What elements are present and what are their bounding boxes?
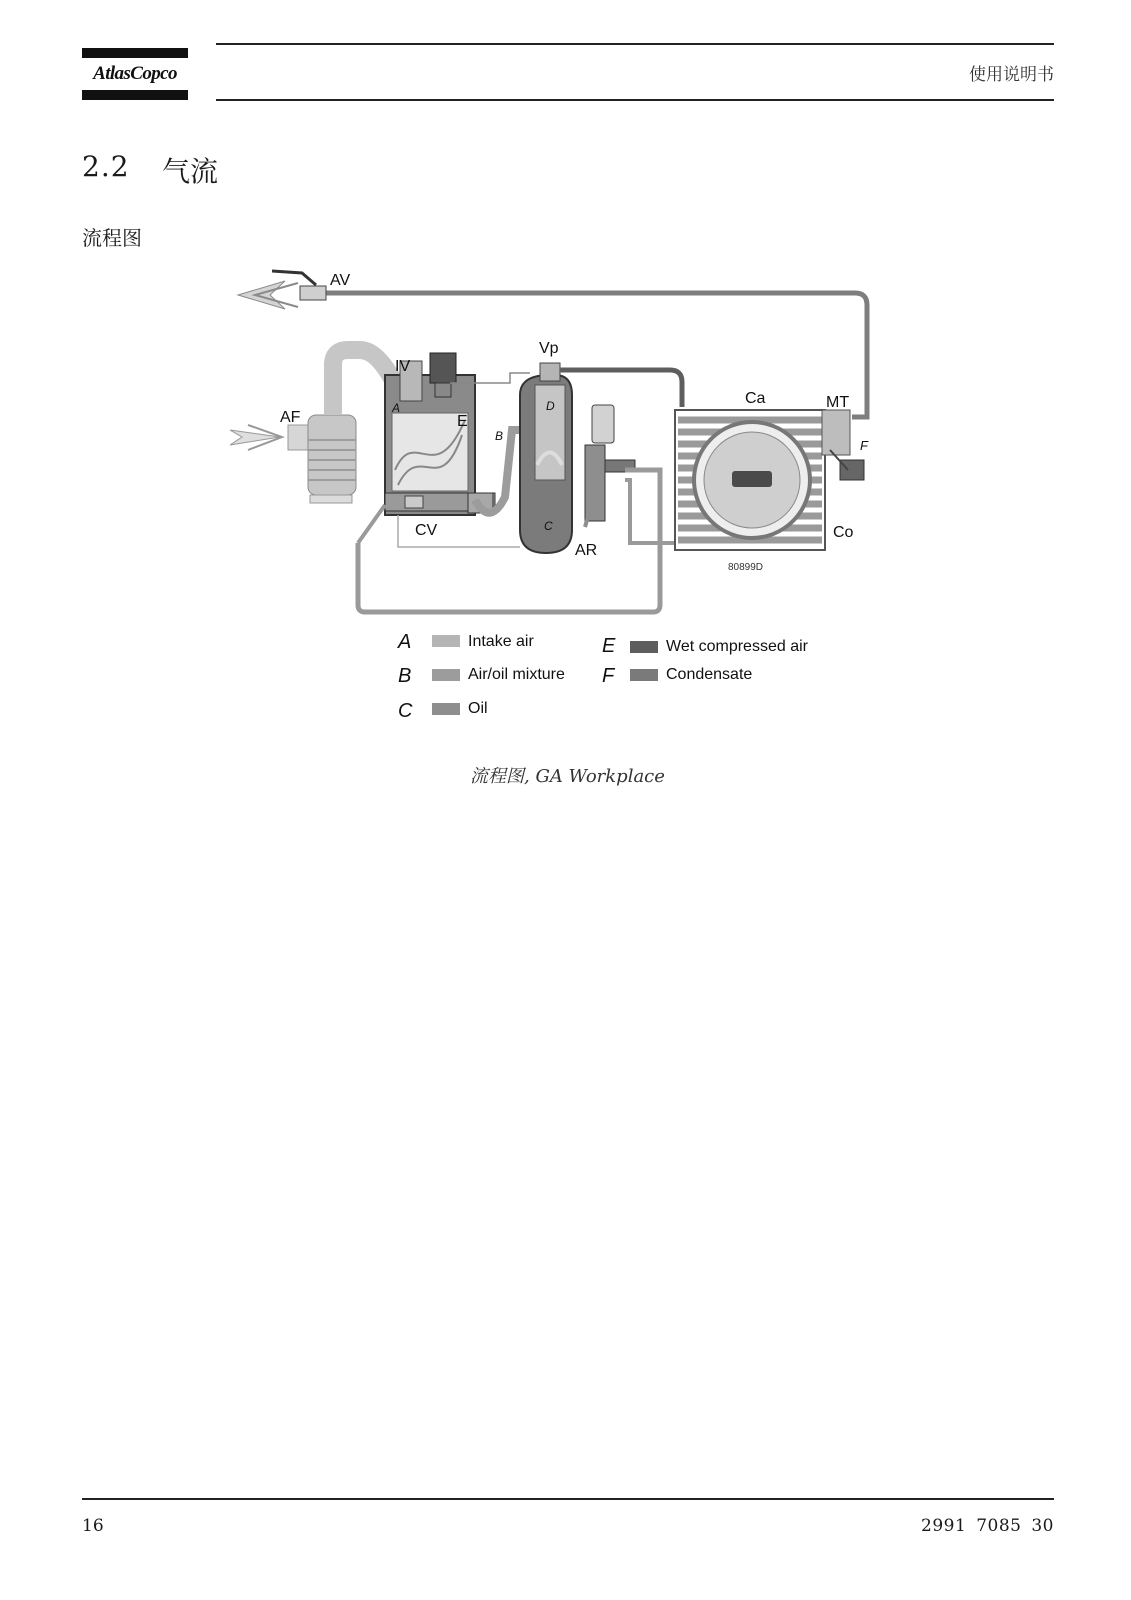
outlet-arrow xyxy=(238,281,285,309)
legend-swatch xyxy=(630,641,658,653)
label-af: AF xyxy=(280,409,301,426)
legend-text: Air/oil mixture xyxy=(468,666,565,683)
footer-rule xyxy=(82,1498,1054,1500)
logo-bar-top xyxy=(82,48,188,58)
legend-text: Oil xyxy=(468,700,488,717)
legend xyxy=(397,631,809,722)
header-title: 使用说明书 xyxy=(969,65,1054,85)
legend-text: Intake air xyxy=(468,633,534,650)
section-number: 2.2 xyxy=(82,150,130,183)
logo-bar-bottom xyxy=(82,90,188,100)
legend-letter: B xyxy=(398,665,412,687)
label-co: Co xyxy=(833,524,854,541)
label-vp: Vp xyxy=(539,340,559,357)
legend-swatch xyxy=(432,635,460,647)
intake-arrow xyxy=(230,430,280,445)
label-c-small: C xyxy=(544,519,553,533)
label-f: F xyxy=(860,438,868,453)
label-av: AV xyxy=(330,272,351,289)
label-mt: MT xyxy=(826,394,850,411)
subheading: 流程图 xyxy=(82,226,142,250)
legend-swatch xyxy=(432,703,460,715)
header-rule-bottom xyxy=(216,99,1054,101)
legend-text: Wet compressed air xyxy=(666,638,808,655)
legend-item-f xyxy=(602,665,752,687)
compressor-element xyxy=(385,353,475,515)
drawing-number: 80899D xyxy=(728,562,764,573)
oil-filter-block xyxy=(585,405,635,521)
label-ca: Ca xyxy=(745,390,766,407)
legend-letter: A xyxy=(398,631,412,653)
legend-letter: E xyxy=(602,635,616,657)
atlas-copco-logo xyxy=(82,48,188,100)
label-e: E xyxy=(457,413,468,430)
legend-item-b xyxy=(398,665,565,687)
legend-item-e xyxy=(602,635,809,657)
label-a-small: A xyxy=(392,401,401,415)
moisture-trap-mt xyxy=(822,410,864,480)
cooler-ca-co xyxy=(675,410,825,550)
figure-caption: 流程图, GA Workplace xyxy=(470,766,665,787)
legend-letter: C xyxy=(398,700,413,722)
document-number: 2991 7085 30 xyxy=(921,1516,1054,1536)
logo-text: AtlasCopco xyxy=(93,63,177,84)
legend-swatch xyxy=(432,669,460,681)
legend-swatch xyxy=(630,669,658,681)
legend-text: Condensate xyxy=(666,666,753,683)
label-cv: CV xyxy=(415,522,438,539)
legend-letter: F xyxy=(602,665,615,687)
header-rule-top xyxy=(216,43,1054,45)
vp-pipe xyxy=(560,370,682,407)
section-title: 气流 xyxy=(162,155,219,188)
air-flow-diagram xyxy=(230,265,870,740)
label-b-small: B xyxy=(495,429,504,443)
label-ar: AR xyxy=(575,542,598,559)
legend-item-c xyxy=(398,700,488,722)
page-number: 16 xyxy=(82,1516,104,1536)
label-iv: IV xyxy=(395,358,411,375)
air-filter-af xyxy=(288,415,356,503)
legend-item-a xyxy=(397,631,534,653)
label-d-small: D xyxy=(546,399,555,413)
